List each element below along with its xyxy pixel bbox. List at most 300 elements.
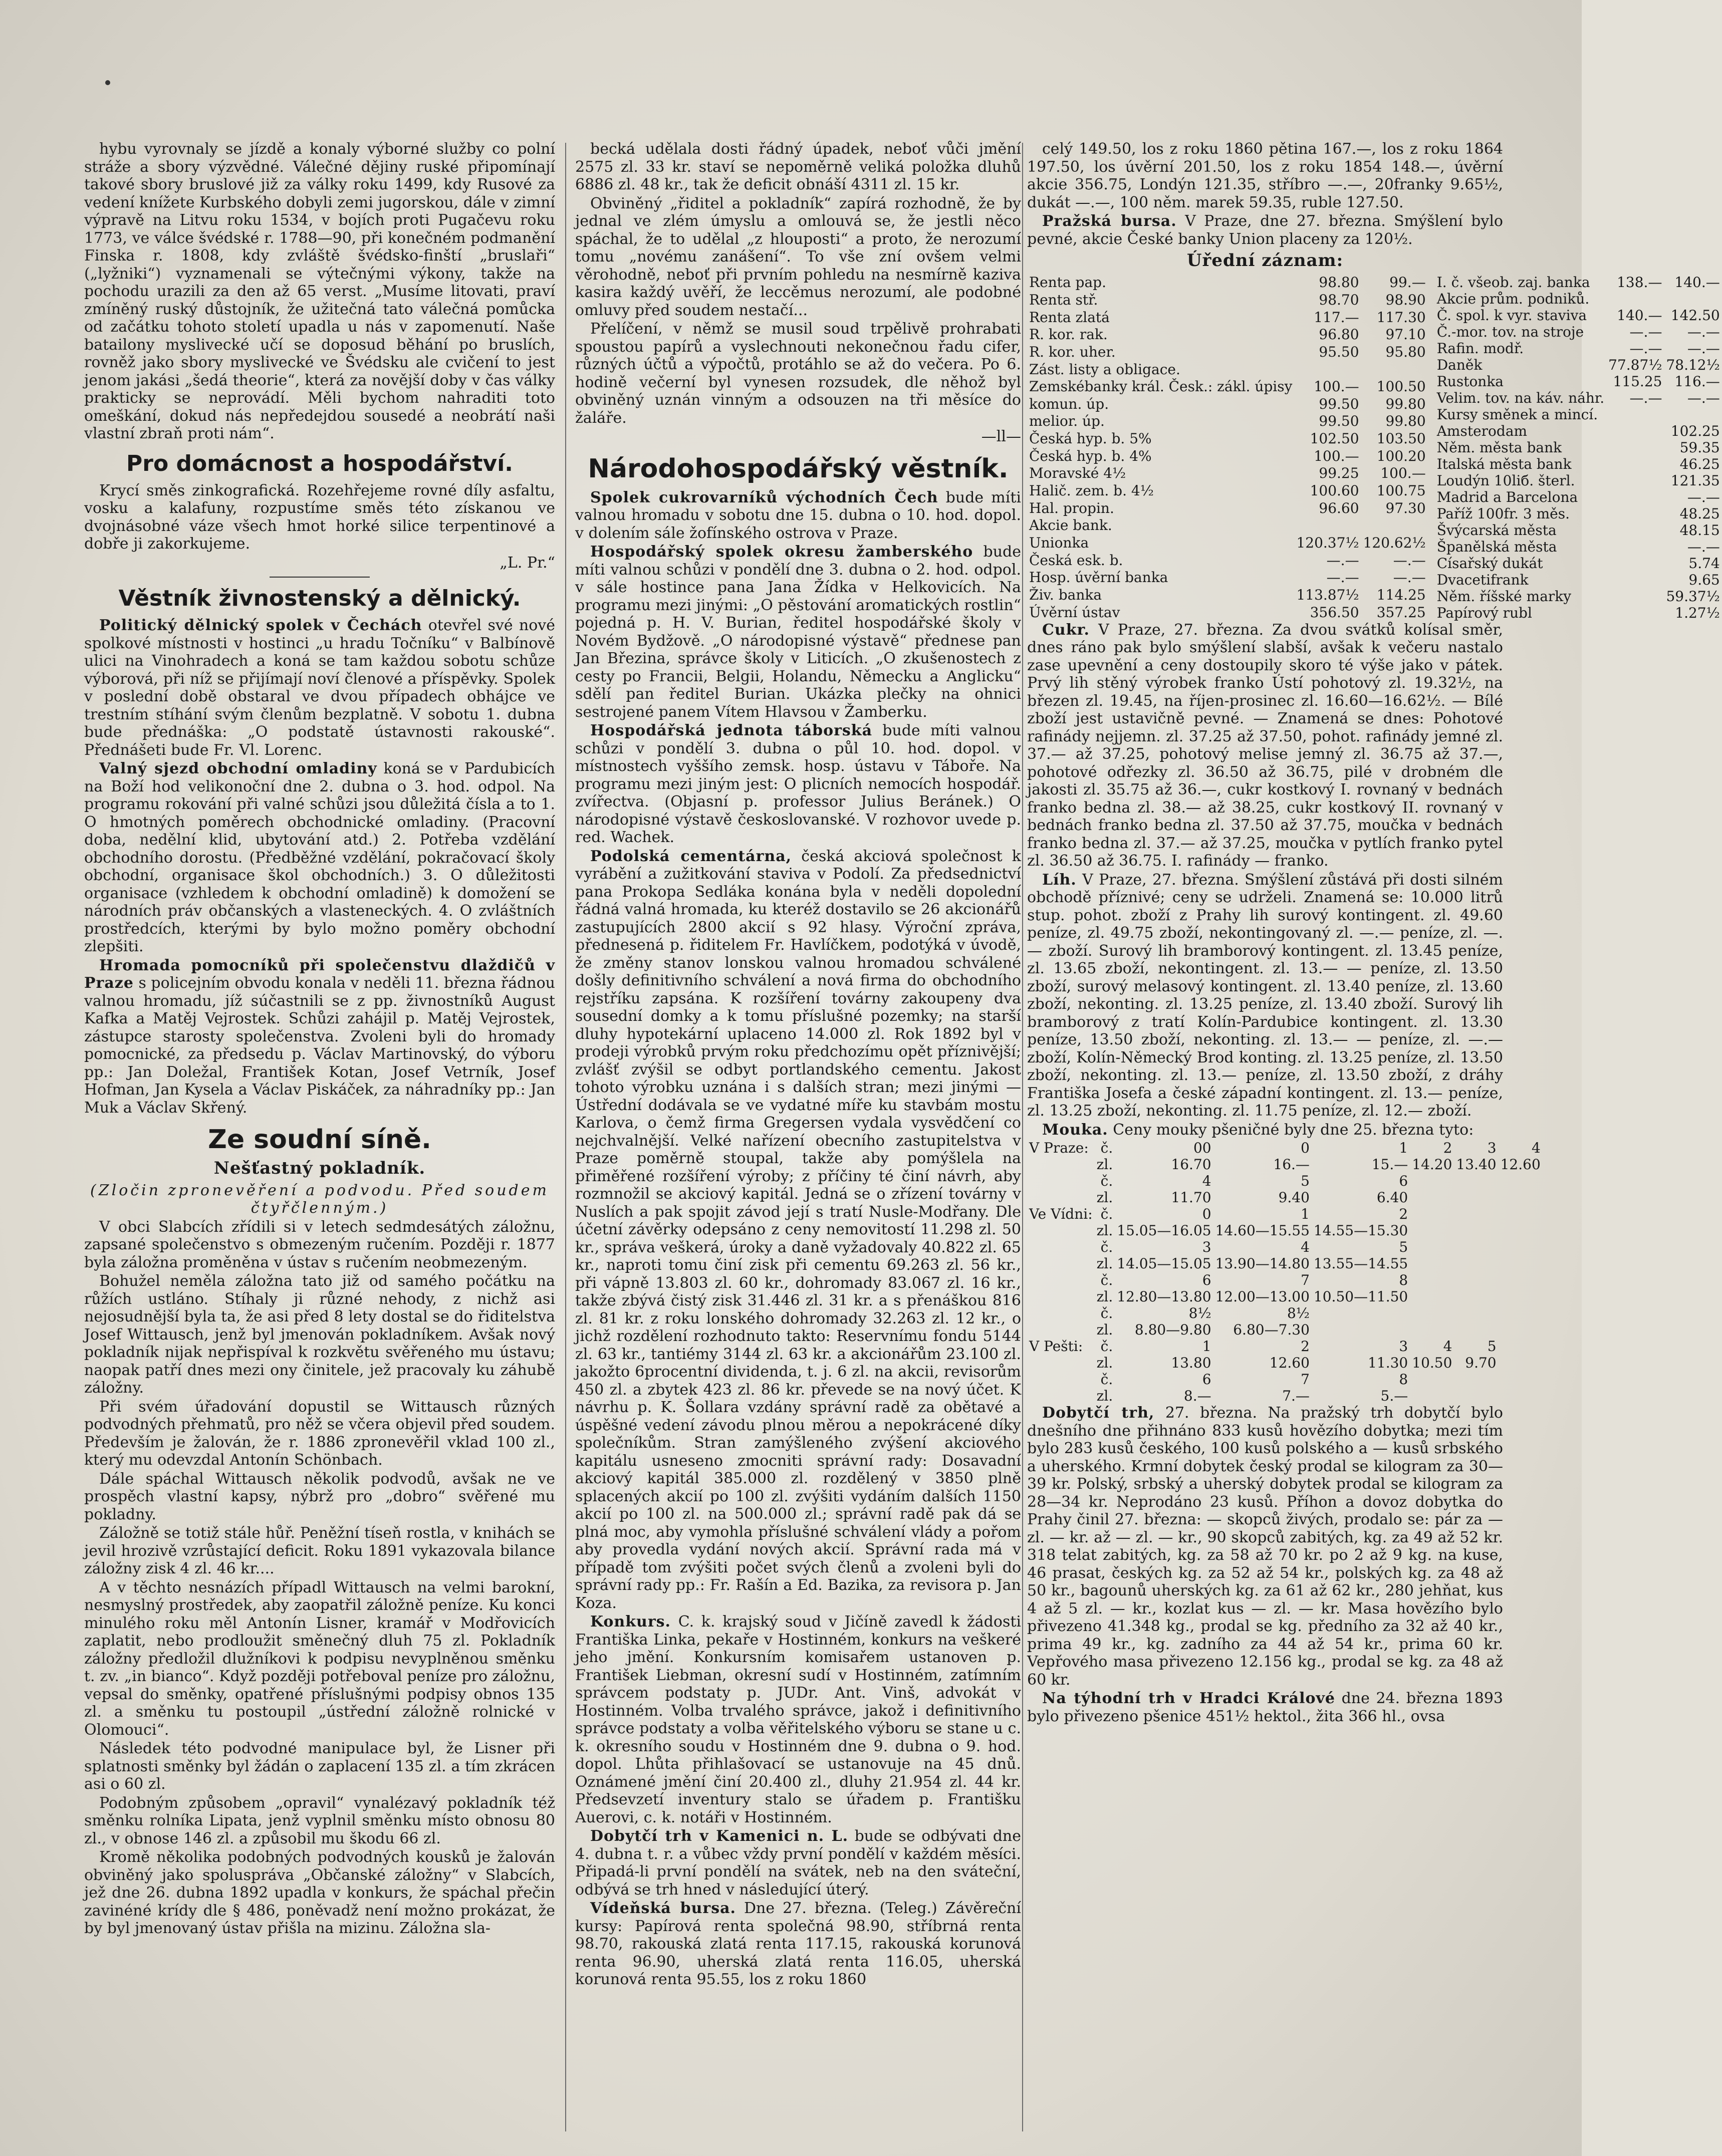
table-cell: zl. (1096, 1355, 1113, 1371)
table-cell: 6 (1202, 1371, 1211, 1388)
table-cell: 9.70 (1465, 1355, 1497, 1371)
table-row (1027, 604, 1428, 621)
table-row (1435, 307, 1722, 324)
table-cell: 13.40 (1456, 1156, 1497, 1173)
table-cell: Hosp. úvěrní banka (1029, 569, 1168, 586)
table-cell: 5.74 (1688, 555, 1720, 572)
table-cell (1499, 1388, 1543, 1404)
table-cell (1410, 1321, 1454, 1338)
table-cell (1410, 1189, 1454, 1206)
table-cell: č. (1100, 1305, 1113, 1321)
table-cell (1606, 472, 1664, 489)
table-cell: zl. (1096, 1222, 1113, 1239)
table-cell: 12.00—13.00 (1215, 1288, 1310, 1305)
table-cell: 8½ (1287, 1305, 1310, 1321)
table-cell: 10.50 (1412, 1355, 1452, 1371)
table-cell: 13.90—14.80 (1215, 1255, 1310, 1272)
table-row (1435, 406, 1722, 423)
table-cell: č. (1100, 1239, 1113, 1255)
article-keyword: Podolská cementárna, (590, 847, 792, 865)
table-cell: 95.50 (1319, 343, 1359, 360)
table-cell: V Pešti: (1029, 1338, 1083, 1355)
table-cell: 99.80 (1385, 413, 1426, 430)
table-cell: 99.25 (1319, 465, 1359, 482)
table-cell: 5 (1399, 1239, 1408, 1255)
table-cell: č. (1100, 1140, 1113, 1156)
article-body: dne 24. března 1893 bylo přivezeno pšenice 451½ hektol., žita 366 hl., ovsa (1027, 1690, 1503, 1725)
table-row (1027, 1371, 1543, 1388)
table-cell: Švýcarská města (1436, 521, 1557, 538)
table-row (1435, 456, 1722, 472)
table-cell: 100.75 (1376, 482, 1426, 499)
table-cell: 8.— (1183, 1388, 1211, 1404)
table-cell: 97.30 (1385, 499, 1426, 516)
table-cell: —.— (1687, 389, 1720, 406)
table-cell: Česká hyp. b. 4% (1029, 447, 1152, 464)
ink-dot (105, 80, 110, 85)
table-row (1027, 516, 1428, 534)
table-cell: 59.37½ (1666, 588, 1720, 605)
table-cell: 4 (1443, 1338, 1452, 1355)
table-cell: 6 (1202, 1272, 1211, 1288)
table-cell: č. (1100, 1338, 1113, 1355)
table-cell: 357.25 (1376, 604, 1426, 621)
table-row (1027, 499, 1428, 517)
table-cell: 12.60 (1269, 1355, 1310, 1371)
table-cell: 6.80—7.30 (1233, 1321, 1310, 1338)
table-cell: 8 (1399, 1371, 1408, 1388)
table-row (1435, 505, 1722, 522)
table-row (1027, 1255, 1543, 1272)
table-row (1435, 291, 1722, 307)
table-cell: —.— (1393, 569, 1426, 586)
court-subheading: Nešťastný pokladník. (213, 1158, 426, 1178)
table-row (1027, 552, 1428, 569)
table-cell: 13.80 (1171, 1355, 1211, 1371)
table-row (1435, 274, 1722, 291)
table-cell: Císařský dukát (1436, 555, 1543, 572)
table-cell: 99.50 (1319, 395, 1359, 412)
table-cell (1294, 361, 1361, 378)
column-rule-2 (1022, 143, 1023, 2131)
table-cell: 99.50 (1319, 413, 1359, 430)
table-cell: 78.12½ (1666, 356, 1720, 373)
table-cell: Zást. listy a obligace. (1029, 361, 1180, 378)
table-cell: —.— (1687, 538, 1720, 555)
table-row (1435, 439, 1722, 456)
table-cell: Úvěrní ústav (1029, 604, 1120, 621)
table-cell (1499, 1305, 1543, 1321)
table-cell: —.— (1393, 552, 1426, 569)
table-cell: Papírový rubl (1436, 604, 1532, 621)
table-cell: 13.55—14.55 (1313, 1255, 1408, 1272)
table-cell (1606, 505, 1664, 522)
table-row (1027, 1140, 1543, 1156)
table-row (1027, 1239, 1543, 1255)
table-cell: Něm. říšské marky (1436, 588, 1572, 605)
table-cell (1027, 1255, 1095, 1272)
table-row (1027, 1388, 1543, 1404)
table-row (1027, 1173, 1543, 1189)
household-article: Krycí směs zinkografická. Rozehřejeme rovné díly asfaltu, vosku a kalafuny, rozpustíme směs této získanou ve dvojnásobné váze všech hmot horké silice terpentinové a dobře ji zakorkujeme. (84, 481, 555, 553)
table-cell: 113.87½ (1296, 586, 1359, 603)
table-cell (1027, 1355, 1095, 1371)
table-cell (1454, 1255, 1498, 1272)
table-cell: 14.05—15.05 (1117, 1255, 1211, 1272)
court-paragraph: Záložně se totiž stále hůř. Peněžní tíseň rostla, v knihách se jevil hrozivě vzrůstající deficit. Roku 1891 vykazovala bilance záložny zisk 4 zl. 46 kr.... (84, 1524, 555, 1577)
table-cell (1027, 1189, 1095, 1206)
table-row (1027, 309, 1428, 326)
table-cell: Španělská města (1436, 538, 1557, 555)
table-cell: Č.-mor. tov. na stroje (1436, 323, 1584, 340)
article-body: bude se odbývati dne 4. dubna t. r. a vůbec vždy první pondělí v každém měsíci. Připadá-li první pondělí na svátek, neb na den sváteční, odbývá se trh hned v následující úterý. (575, 1827, 1021, 1899)
table-row (1027, 1206, 1543, 1222)
table-row (1027, 569, 1428, 586)
table-row (1027, 274, 1428, 292)
table-cell (1027, 1272, 1095, 1288)
table-cell: 120.37½ (1296, 534, 1359, 551)
table-cell: 7 (1301, 1272, 1310, 1288)
table-cell: 15.— (1371, 1156, 1408, 1173)
table-cell (1454, 1371, 1498, 1388)
court-paragraph: becká udělala dosti řádný úpadek, neboť vůči jmění 2575 zl. 33 kr. staví se nepoměrně veliká položka dluhů 6886 zl. 48 kr., tak že deficit obnáší 4311 zl. 15 kr. (575, 140, 1021, 193)
table-cell: Italská města bank (1436, 455, 1572, 472)
table-cell: 3 (1487, 1140, 1497, 1156)
table-cell (1606, 489, 1664, 505)
article-body: koná se v Pardubicích na Boží hod velikonoční dne 2. dubna o 3. hod. odpol. Na programu rokování při valné schůzi jsou důležitá čísla a to 1. O hmotných poměrech obchodnické omladiny. (Pracovní doba, nedělní klid, ubytování atd.) 2. Potřeba vzdělání obchodního dorostu. (Předběžné vzdělání, pokračovací školy obchodní, organisace škol obchodních.) 3. O důležitosti organisace (vzhledem k obchodní omladině) k domožení se národních práv občanských a vlasteneckých. 4. O zvláštních prostředcích, kterými by bylo možno poměry obchodní zlepšiti. (84, 760, 555, 955)
table-cell: 98.70 (1319, 291, 1359, 308)
article-body: Ceny mouky pšeničné byly dne 25. března tyto: (1113, 1121, 1474, 1139)
table-row (1027, 1305, 1543, 1321)
table-cell: 9.65 (1688, 571, 1720, 588)
table-cell: Akcie prům. podniků. (1436, 290, 1590, 307)
table-cell: 3 (1399, 1338, 1408, 1355)
table-cell: 8.80—9.80 (1134, 1321, 1211, 1338)
table-cell: 100.— (1380, 465, 1426, 482)
table-cell: 15.05—16.05 (1117, 1222, 1211, 1239)
article-body: V Praze, 27. března. Za dvou svátků kolísal směr, dnes ráno pak bylo smýšlení slabší, avšak k večeru nastalo zase upevnění a ceny dostoupily skoro té výše jako v pátek. Prvý lih stěný výrobek franko Ústí pohotový zl. 19.32½, na březen zl. 19.45, na říjen-prosinec zl. 16.60—16.62½. — Bílé zboží jest ustavičně pevné. — Znamená se dnes: Pohotové rafinády nejjemn. zl. 37.25 až 37.50, pohot. rafinády jemné zl. 37.— až 37.25, pohotový melise jemný zl. 36.75 až 37.—, pohotové odřezky zl. 36.50 až 36.75, pilé v drobném dle jakosti zl. 35.75 až 36.—, cukr kostkový I. rovnaný v bednách franko bedna zl. 38.— až 38.25, cukr kostkový II. rovnaný v bednách franko bedna zl. 37.50 až 37.75, moučka v bednách franko bedna zl. 37.— až 37.25, moučka v pytlích franko pytel zl. 36.50 až 36.75. I. rafinády — franko. (1027, 621, 1503, 870)
table-cell (1027, 1321, 1095, 1338)
table-cell: Živ. banka (1029, 586, 1102, 603)
table-cell (1499, 1272, 1543, 1288)
table-cell (1027, 1371, 1095, 1388)
table-row (1027, 447, 1428, 465)
table-cell: 48.25 (1679, 505, 1720, 522)
article-keyword: Na týhodní trh v Hradci Králové (1042, 1690, 1335, 1707)
column-rule-1 (565, 143, 566, 2131)
quotes-table-right (1435, 274, 1722, 621)
table-cell: 6.40 (1376, 1189, 1408, 1206)
table-cell (1454, 1189, 1498, 1206)
table-cell: 12.80—13.80 (1117, 1288, 1211, 1305)
table-cell (1027, 1222, 1095, 1239)
table-cell: Unionka (1029, 534, 1089, 551)
court-paragraph: Kromě několika podobných podvodných kousků je žalován obviněný jako spoluspráva „Občanské záložny“ v Slabcích, jež dne 26. dubna 1892 upadla v konkurs, že spáchal přečin zavinéné krídy dle § 486, poněvadž není možno prokázat, že by byl jmenovaný ústav přišla na mizinu. Záložna sla- (84, 1848, 555, 1937)
table-row (1027, 378, 1428, 395)
table-cell: 116.— (1674, 373, 1720, 390)
table-cell: zl. (1096, 1388, 1113, 1404)
table-cell: Č. spol. k vyr. staviva (1436, 307, 1587, 324)
table-row (1435, 522, 1722, 538)
article-keyword: Valný sjezd obchodní omladiny (99, 760, 377, 777)
table-cell: 100.— (1314, 378, 1359, 395)
table-cell (1606, 406, 1664, 423)
table-cell (1606, 538, 1664, 555)
table-cell: 11.30 (1368, 1355, 1408, 1371)
table-cell (1606, 439, 1664, 456)
court-paragraph: Bohužel neměla záložna tato již od samého počátku na růžích ustláno. Stíhaly ji různé nehody, z nichž asi nejosudnější byla ta, že asi před 8 lety dostal se do řiditelstva Josef Wittausch, jenž byl jmenován pokladníkem. Avšak nový pokladník nijak nepřispíval k rozkvětu svěřeného mu ústavu; naopak patří dnes mezi ony činitele, jež pracovaly ku záhubě záložny. (84, 1272, 555, 1397)
section-heading-trade: Věstník živnostenský a dělnický. (118, 586, 521, 611)
table-cell: 1 (1301, 1206, 1310, 1222)
table-cell (1454, 1388, 1498, 1404)
table-cell (1294, 516, 1361, 534)
table-row (1435, 588, 1722, 605)
table-cell: R. kor. uher. (1029, 343, 1116, 360)
table-row (1027, 413, 1428, 430)
table-cell (1027, 1388, 1095, 1404)
table-cell (1499, 1206, 1543, 1222)
quotes-tables (1027, 274, 1720, 621)
table-cell: 99.80 (1385, 395, 1426, 412)
article-body: česká akciová společnost k vyrábění a zužitkování staviva v Podolí. Za předsednictví pana Prokopa Sedláka konána byla v neděli dopolední řádná valná hromada, ku kteréž dostavilo se 26 akcionářů zastupujících 2800 akcií s 92 hlasy. Výroční zpráva, přednesená p. řiditelem Fr. Havlíčkem, podotýká v úvodě, že změny stanov lonskou valnou hromadou schválené došly definitivního schválení a nová firma do obchodního rejstříku zapsána. K rozšíření továrny zakoupeny dva sousední domky a k tomu příslušné pozemky; na starší dluhy hypotekární uplaceno 14.000 zl. Rok 1892 byl v prodeji výrobků prvým roku předchozímu opět příznivější; zvlášť zvýšil se odbyt portlandského cementu. Jakost tohoto výrobku uznána i s dalších stran; mezi jinými — Ústřední dodávala se ve vydatné míře ku stavbám mostu Karlova, o čemž firma Gregersen vydala vysvědčení co nejchvalnější. Velké nařízení obecního zastupitelstva v Praze poměrně stoupal, takže aby pomýšlela na přiměřené rozšíření výroby; z příčiny té činí návrh, aby rozmnožil se akciový kapitál. Jedná se o zřízení továrny v Nuslích a pak spojit závod její s tratí Nusle-Modřany. Dle účetní závěrky odepsáno z ceny nemovitostí 11.298 zl. 50 kr., správa veškerá, úroky a daně vyžadovaly 40.822 zl. 65 kr., naproti tomu činí zisk při cementu 69.263 zl. 56 kr., při vápně 13.803 zl. 60 kr., dohromady 83.067 zl. 16 kr., takže zbývá čistý zisk 31.446 zl. 31 kr. a s přenáškou 816 zl. 81 kr. z roku lonského dohromady 32.263 zl. 12 kr., o jichž rozdělení rozhodnuto takto: Reservnímu fondu 5144 zl. 63 kr., tantiémy 3144 zl. 63 kr. a akcionářům 23.100 zl. jakožto 6procentní dividenda, t. j. 6 zl. na akcii, revisorům 450 zl. a zbytek 423 zl. 86 kr. převede se na nový účet. K návrhu p. K. Šollara vzdány správní radě za obětavé a úspěšné vedení závodu plnou měrou a nepokrácené díky společníkům. Stran zamýšleného zvýšení akciového kapitálu usneseno zmocniti správní rady: Dosavadní akciový kapitál 385.000 zl. rozdělený v 3850 plně splacených akcií po 100 zl. zvýšiti vydáním dalších 1150 akcií po 100 zl. na 500.000 zl.; správní radě pak dá se plná moc, aby vymohla příslušné schválení vlády a pořom aby provedla vydání nových akcií. Správní rada má v případě tom zvýšiti počet svých členů a zvoleni byli do správní rady pp.: Fr. Rašín a Ed. Bazika, za revisora p. Jan Koza. (575, 847, 1021, 1612)
table-cell (1499, 1321, 1543, 1338)
table-cell: 120.62½ (1363, 534, 1426, 551)
table-row (1435, 390, 1722, 406)
column-2 (575, 140, 1021, 2134)
table-cell: 59.35 (1679, 439, 1720, 456)
table-cell (1499, 1239, 1543, 1255)
table-cell: I. č. všeob. zaj. banka (1436, 274, 1590, 291)
table-cell: 48.15 (1679, 521, 1720, 538)
table-cell: 0 (1301, 1140, 1310, 1156)
table-cell: 46.25 (1679, 455, 1720, 472)
table-row (1027, 361, 1428, 378)
table-cell (1499, 1255, 1543, 1272)
table-cell (1027, 1288, 1095, 1305)
table-row (1027, 291, 1428, 309)
column-1 (84, 140, 555, 2134)
table-cell: 10.50—11.50 (1313, 1288, 1408, 1305)
table-cell: R. kor. rak. (1029, 326, 1108, 343)
table-cell: Zemskébanky král. Česk.: zákl. úpisy (1029, 378, 1293, 395)
flour-table-wrap (1027, 1140, 1541, 1404)
table-cell: zl. (1096, 1156, 1113, 1173)
table-row (1027, 1222, 1543, 1239)
table-cell (1606, 605, 1664, 621)
table-cell: 8½ (1188, 1305, 1211, 1321)
table-cell: —.— (1687, 323, 1720, 340)
table-cell: 3 (1202, 1239, 1211, 1255)
table-cell (1454, 1288, 1498, 1305)
table-row (1027, 343, 1428, 361)
table-row (1027, 395, 1428, 413)
table-cell: Akcie bank. (1029, 517, 1112, 534)
table-cell: Česká hyp. b. 5% (1029, 430, 1152, 447)
table-cell: 0 (1202, 1206, 1211, 1222)
court-paragraph: Při svém úřadování dopustil se Wittausch různých podvodných přehmatů, pro něž se včera objevil před soudem. Především je žalován, že r. 1886 zpronevěřil vklad 100 zl., který mu odevzdal Antonín Schönbach. (84, 1398, 555, 1469)
article-body: otevřel své nové spolkové místnosti v hostinci „u hradu Točníku“ v Balbínově ulici na Vinohradech a koná se tam každou sobotu schůze výborová, při níž se přijímají noví členové a příspěvky. Spolek v poslední době obstaral ve dvou případech obhájce ve trestním stíhání svým členům bezplatně. V sobotu 1. dubna bude přednáška: „O podstatě ústavnosti rakouské“. Přednášeti bude Fr. Vl. Lorenc. (84, 617, 556, 759)
table-cell: 356.50 (1310, 604, 1359, 621)
table-cell: 95.80 (1385, 343, 1426, 360)
table-cell: 140.— (1617, 307, 1662, 324)
article-keyword: Spolek cukrovarníků východních Čech (590, 488, 938, 506)
flour-price-table (1027, 1140, 1543, 1404)
table-cell (1499, 1288, 1543, 1305)
table-cell: 100.60 (1310, 482, 1359, 499)
table-cell (1410, 1305, 1454, 1321)
article-keyword: Pražská bursa. (1042, 212, 1177, 230)
table-cell: č. (1100, 1173, 1113, 1189)
table-cell (1410, 1173, 1454, 1189)
table-row (1027, 1321, 1543, 1338)
table-cell: 117.30 (1376, 309, 1426, 326)
table-cell: 5 (1487, 1338, 1497, 1355)
article-body: bude míti valnou schůzi v pondělí 3. dubna o půl 10. hod. dopol. v místnostech vyššího zemsk. hosp. ústavu v Táboře. Na programu mezi jiným jest: O plicních nemocích hospodář. zvířectva. (Objasní p. professor Julius Beránek.) O národopisné výstavě českoslovanské. V rozhovor uvede p. red. Wachek. (575, 722, 1021, 846)
court-note: (Zločin zpronevěření a podvodu. Před soudem čtyřčlenným.) (90, 1181, 549, 1217)
table-row (1435, 373, 1722, 390)
table-cell (1454, 1206, 1498, 1222)
table-cell: Hal. propin. (1029, 499, 1114, 516)
table-cell: Madrid a Barcelona (1436, 488, 1578, 505)
table-cell (1410, 1255, 1454, 1272)
table-cell: 77.87½ (1608, 356, 1662, 373)
article-keyword: Mouka. (1042, 1121, 1108, 1139)
table-cell: 16.— (1273, 1156, 1310, 1173)
table-cell: —.— (1629, 340, 1662, 357)
table-cell: Renta pap. (1029, 274, 1106, 291)
article-body: C. k. krajský soud v Jičíně zavedl k žádosti Františka Linka, pekaře v Hostinném, konkurs na veškeré jeho jmění. Konkursním komisařem ustanoven p. František Liebman, okresní sudí v Hostinném, zatímním správcem podstaty p. JUDr. Ant. Vinš, advokát v Hostinném. Volba trvalého správce, jakož i definitivního správce podstaty a volba věřitelského výboru se stane u c. k. okresního soudu v Hostinném dne 9. dubna o 9. hod. dopol. Lhůta přihlašovací se ustanovuje na 45 dnů. Oznámené jmění činí 20.400 zl., dluhy 21.954 zl. 44 kr. Předsevzetí inventury stalo se úřadem p. Františku Auerovi, c. k. notáři v Hostinném. (575, 1613, 1021, 1826)
table-cell (1499, 1173, 1543, 1189)
table-row (1027, 482, 1428, 499)
court-paragraph: Následek této podvodné manipulace byl, že Lisner při splatnosti směnky byl žádán o zaplacení 135 zl. a tím zkrácen asi o 60 zl. (84, 1740, 555, 1793)
table-cell (1361, 516, 1428, 534)
table-cell: 102.25 (1670, 422, 1720, 439)
table-cell (1454, 1239, 1498, 1255)
table-cell: zl. (1096, 1288, 1113, 1305)
table-cell: 142.50 (1670, 307, 1720, 324)
table-row (1027, 1272, 1543, 1288)
table-cell: 5.— (1380, 1388, 1408, 1404)
table-cell (1664, 406, 1721, 423)
table-cell: 00 (1193, 1140, 1211, 1156)
article-keyword: Dobytčí trh, (1042, 1404, 1155, 1422)
table-cell (1454, 1222, 1498, 1239)
section-heading-court: Ze soudní síně. (208, 1125, 431, 1155)
table-cell: č. (1100, 1206, 1113, 1222)
article-keyword: Hospodářský spolek okresu žamberského (590, 543, 973, 561)
table-cell: Loudýn 10liб. šterl. (1436, 472, 1575, 489)
table-cell: Renta zlatá (1029, 309, 1110, 326)
table-row (1027, 1355, 1543, 1371)
official-quotes-heading: Úřední záznam: (1186, 250, 1344, 271)
table-cell: Česká esk. b. (1029, 552, 1123, 569)
table-cell (1410, 1272, 1454, 1288)
court-paragraph: Přelíčení, v němž se musil soud trpělivě prohrabati spoustou papírů a vyslechnouti nekonečnou řadu cifer, různých účtů a výpočtů, protáhlo se až do večera. Po 6. hodině večerní byl vynesen rozsudek, dle něhož byl obviněný uznán vinným a odsouzen na tři měsíce do žaláře. (575, 320, 1021, 427)
table-cell (1027, 1305, 1095, 1321)
table-row (1435, 423, 1722, 439)
table-cell: 4 (1531, 1140, 1541, 1156)
table-row (1435, 605, 1722, 621)
table-cell (1499, 1371, 1543, 1388)
table-cell: 4 (1202, 1173, 1211, 1189)
table-cell: komun. úp. (1029, 395, 1109, 412)
table-cell (1606, 423, 1664, 439)
table-cell: 96.80 (1319, 326, 1359, 343)
table-row (1435, 340, 1722, 357)
table-cell: Rafin. modř. (1436, 340, 1524, 357)
table-cell: Moravské 4½ (1029, 465, 1126, 482)
article-body: V Praze, 27. března. Smýšlení zůstává při dosti silném obchodě příznivé; ceny se udrželi. Znamená se: 10.000 litrů stup. pohot. zboží z Prahy lih surový kontingent. zl. 49.60 peníze, zl. 49.75 zboží, nekontingovaný zl. —.— peníze, zl. —.— zboží. Surový lih bramborový kontingent. zl. 13.45 peníze, zl. 13.65 zboží, nekontingent. zl. 13.— — peníze, zl. 13.50 zboží, surový melasový kontingent. zl. 13.40 peníze, zl. 13.60 zboží, nekonting. zl. 13.25 peníze, zl. 13.40 zboží. Surový lih bramborový z tratí Kolín-Pardubice kontingent. zl. 13.30 peníze, 13.50 zboží, nekonting. zl. 13.— — peníze, zl. —.— zboží, Kolín-Německý Brod konting. zl. 13.25 peníze, zl. 13.50 zboží, nekonting. zl. 13.— peníze, zl. 13.50 zboží, z dráhy Františka Josefa a české západní kontingent. zl. 13.— peníze, zl. 13.25 zboží, nekonting. zl. 11.75 peníze, zl. 12.— zboží. (1027, 871, 1503, 1120)
table-row (1027, 1189, 1543, 1206)
table-cell: 100.50 (1376, 378, 1426, 395)
table-cell: 99.— (1389, 274, 1426, 291)
article-body: Dne 27. března. (Teleg.) Závěreční kursy: Papírová renta společná 98.90, stříbrná renta 98.70, rakouská zlatá renta 117.15, rakouská korunová renta 96.90, uherská zlatá renta 116.05, uherská korunová renta 95.55, los z roku 1860 (575, 1900, 1021, 1988)
table-cell (1312, 1305, 1410, 1321)
signature: —ll— (981, 428, 1021, 445)
table-cell: 1.27½ (1675, 604, 1720, 621)
table-cell: 14.60—15.55 (1215, 1222, 1310, 1239)
article-keyword: Vídeňská bursa. (590, 1900, 736, 1917)
article-keyword: Líh. (1042, 871, 1077, 889)
table-row (1027, 586, 1428, 604)
table-cell: Něm. města bank (1436, 439, 1562, 456)
quotes-table-left (1027, 274, 1428, 621)
table-cell: 98.80 (1319, 274, 1359, 291)
article-body: s policejním obvodu konala v neděli 11. března řádnou valnou hromadu, jíž súčastnili se z pp. živnostníků August Kafka a Matěj Vejrostek. Schůzi zahájil p. Matěj Vejrostek, zástupce starosty společenstva. Zvoleni byli do hromady pomocnické, za předsedu p. Václav Martinovský, do výboru pp.: Jan Doležal, František Kotan, Josef Vetrník, Josef Hofman, Jan Kysela a Václav Piskáček, za náhradníky pp.: Jan Muk a Václav Skřený. (84, 974, 555, 1117)
table-cell: 12.60 (1500, 1156, 1541, 1173)
table-cell: 2 (1443, 1140, 1452, 1156)
table-cell: 8 (1399, 1272, 1408, 1288)
article-keyword: Cukr. (1042, 621, 1090, 639)
table-row (1435, 538, 1722, 555)
table-cell: 103.50 (1376, 430, 1426, 447)
table-cell (1606, 291, 1664, 307)
court-paragraph: Podobným způsobem „opravil“ vynalézavý pokladník též směnku rolníka Lipata, jenž vyplnil směnku místo obnosu 80 zl., v obnose 146 zl. a způsobil mu škodu 66 zl. (84, 1794, 555, 1847)
table-cell: Ve Vídni: (1029, 1206, 1093, 1222)
article-keyword: Hospodářská jednota táborská (590, 722, 873, 739)
table-cell: 114.25 (1376, 586, 1426, 603)
table-cell: 1 (1399, 1140, 1408, 1156)
table-cell (1312, 1321, 1410, 1338)
table-cell: —.— (1326, 552, 1359, 569)
court-paragraph: V obci Slabcích zřídili si v letech sedmdesátých záložnu, zapsané společenstvo s obmezeným ručením. Později r. 1877 byla záložna proměněna v ústav s ručením neobmezeným. (84, 1218, 555, 1271)
table-cell (1410, 1388, 1454, 1404)
table-cell: 98.90 (1385, 291, 1426, 308)
divider (270, 577, 370, 578)
table-cell (1499, 1189, 1543, 1206)
table-cell: 2 (1301, 1338, 1310, 1355)
article-body: 27. března. Na pražský trh dobytčí bylo dnešního dne přihnáno 833 kusů hovězího dobytka; mezi tím bylo 283 kusů českého, 100 kusů polského a — kusů srbského a uherského. Krmní dobytek český prodal se kilogram za 30—39 kr. Polský, srbský a uherský dobytek prodal se kilogram za 28—34 kr. Neprodáno 23 kusů. Příhon a dovoz dobytka do Prahy činil 27. března: — skopců živých, prodalo se: pár za — zl. — kr. až — zl. — kr., 90 skopců zabitých, kg. za 49 až 52 kr. 318 telat zabitých, kg. za 58 až 70 kr. po 2 až 9 kg. na kuse, 46 prasat, českých kg. za 52 až 54 kr., polských kg. za 48 až 50 kr., bagounů uherských kg. za 61 až 62 kr., 280 jehňat, kus 4 až 5 zl. — kr., kozlat kus — zl. — kr. Masa hovězího bylo přivezeno 41.348 kg., prodal se kg. předního za 32 až 40 kr., prima 49 kr., kg. zadního za 44 až 54 kr., prima 60 kr. Vepřového masa přivezeno 12.156 kg., prodal se kg. za 48 až 60 kr. (1027, 1404, 1503, 1689)
table-cell: 5 (1301, 1173, 1310, 1189)
section-heading-economy: Národohospodářský věstník. (588, 453, 1009, 484)
table-cell (1454, 1173, 1498, 1189)
table-cell: 16.70 (1171, 1156, 1211, 1173)
table-row (1027, 1156, 1543, 1173)
table-cell: 11.70 (1171, 1189, 1211, 1206)
table-cell: zl. (1096, 1189, 1113, 1206)
table-row (1435, 489, 1722, 505)
article-body: V Praze, dne 27. března. Smýšlení bylo pevné, akcie České banky Union placeny za 120½. (1027, 212, 1503, 248)
article-keyword: Konkurs. (590, 1613, 671, 1631)
table-cell: Rustonka (1436, 373, 1504, 390)
table-cell: 9.40 (1278, 1189, 1310, 1206)
table-cell: Velim. tov. na káv. náhr. (1436, 389, 1605, 406)
court-paragraph: Obviněný „řiditel a pokladník“ zapírá rozhodně, že by jednal ve zlém úmyslu a omlouvá se, že jestli něco spáchal, že to udělal „z hlouposti“ a proto, že nerozumí tomu „novému zanášení“. To vše zní ovšem velmi věrohodně, neboť při prvním pohledu na nesmírně kaziva kasira každý uvěří, že leccěmus nerozumí, ale podobné omluvy před soudem nestačí... (575, 194, 1021, 319)
table-row (1435, 357, 1722, 373)
table-cell: Halič. zem. b. 4½ (1029, 482, 1154, 499)
table-cell: 1 (1202, 1338, 1211, 1355)
table-cell: 7 (1301, 1371, 1310, 1388)
